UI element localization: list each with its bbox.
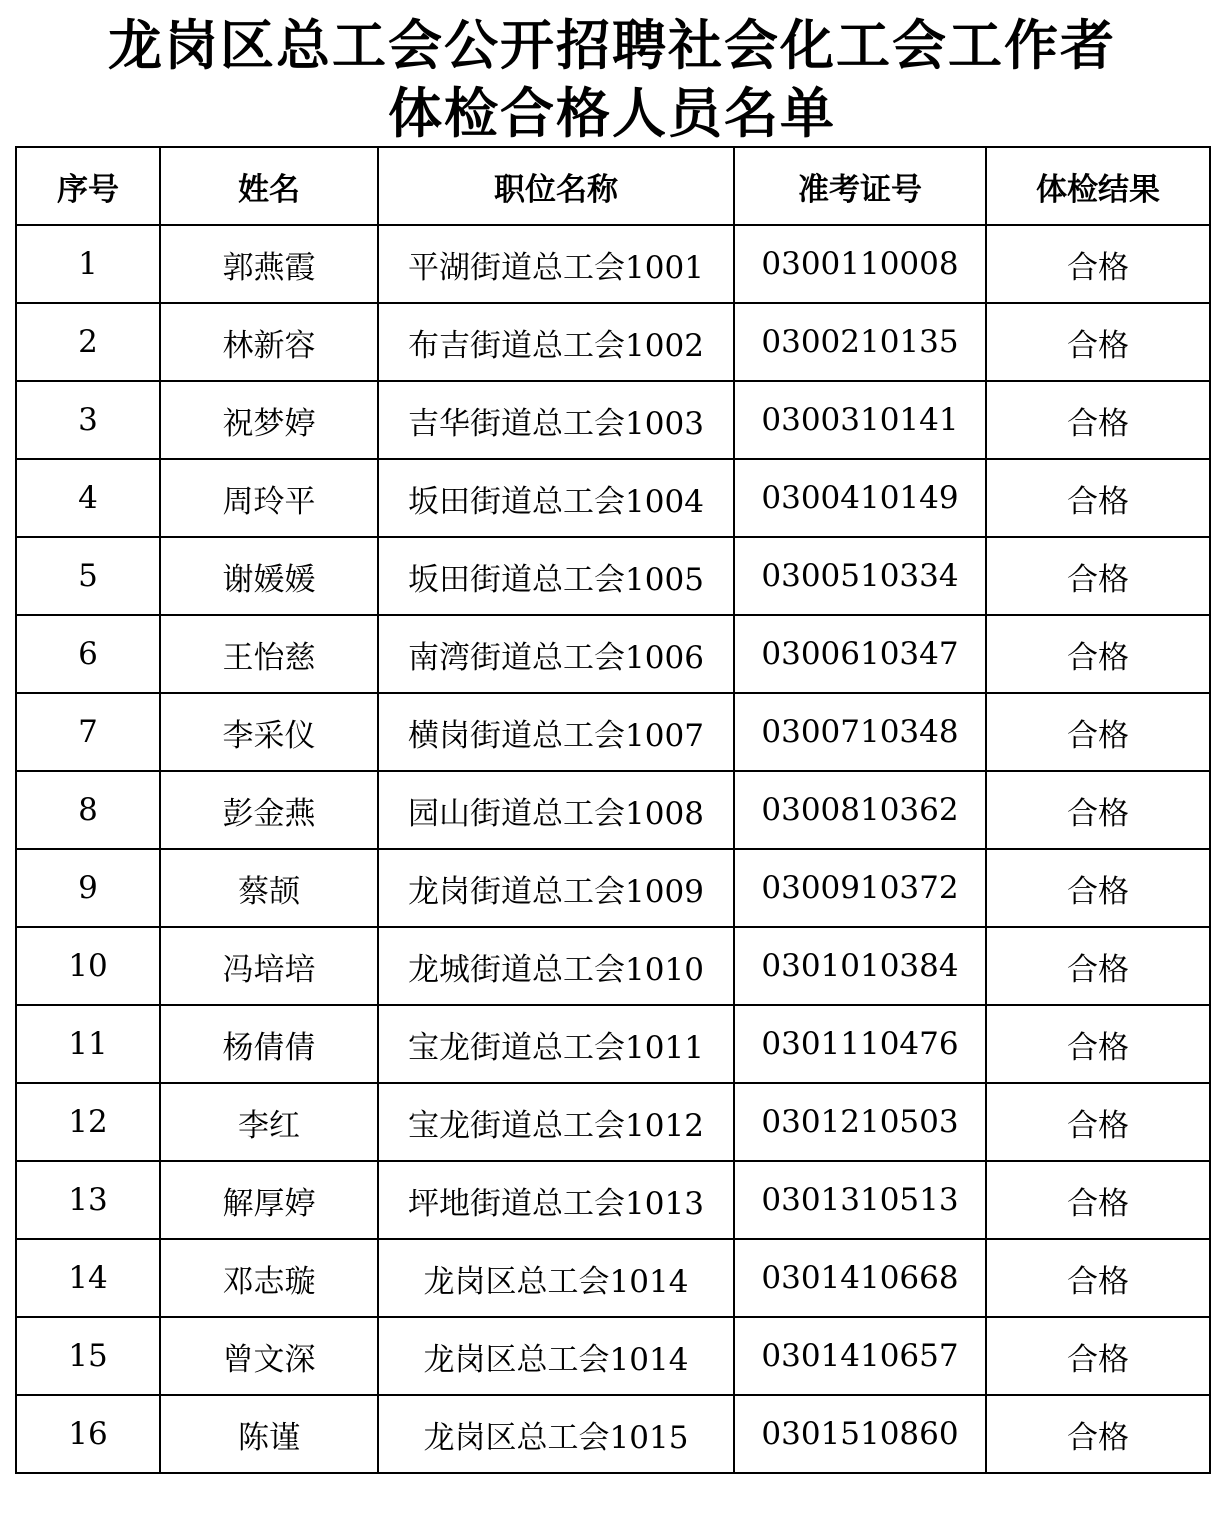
table-row — [16, 537, 1210, 615]
cell-name: 邓志璇 — [160, 1239, 378, 1317]
cell-serial-number: 6 — [16, 615, 160, 693]
cell-serial-number: 16 — [16, 1395, 160, 1473]
cell-exam-id: 0300110008 — [734, 225, 986, 303]
cell-exam-result: 合格 — [986, 303, 1210, 381]
table-row — [16, 693, 1210, 771]
cell-position: 龙岗区总工会1014 — [378, 1239, 734, 1317]
cell-exam-id: 0301210503 — [734, 1083, 986, 1161]
table-row — [16, 1395, 1210, 1473]
cell-position: 吉华街道总工会1003 — [378, 381, 734, 459]
cell-exam-id: 0300510334 — [734, 537, 986, 615]
document-title-line-1: 龙岗区总工会公开招聘社会化工会工作者 — [108, 14, 1116, 77]
cell-serial-number: 3 — [16, 381, 160, 459]
cell-position: 坂田街道总工会1004 — [378, 459, 734, 537]
header-exam-result: 体检结果 — [986, 147, 1210, 225]
table-row — [16, 1317, 1210, 1395]
cell-exam-result: 合格 — [986, 1239, 1210, 1317]
cell-exam-result: 合格 — [986, 849, 1210, 927]
cell-serial-number: 1 — [16, 225, 160, 303]
cell-serial-number: 14 — [16, 1239, 160, 1317]
table-header-row — [16, 147, 1210, 225]
cell-serial-number: 9 — [16, 849, 160, 927]
cell-serial-number: 2 — [16, 303, 160, 381]
cell-serial-number: 12 — [16, 1083, 160, 1161]
cell-name: 王怡慈 — [160, 615, 378, 693]
table-row — [16, 381, 1210, 459]
cell-name: 李红 — [160, 1083, 378, 1161]
cell-exam-result: 合格 — [986, 1395, 1210, 1473]
table-row — [16, 225, 1210, 303]
cell-exam-result: 合格 — [986, 1161, 1210, 1239]
cell-position: 园山街道总工会1008 — [378, 771, 734, 849]
cell-exam-id: 0301110476 — [734, 1005, 986, 1083]
cell-name: 李采仪 — [160, 693, 378, 771]
cell-exam-id: 0300210135 — [734, 303, 986, 381]
cell-exam-result: 合格 — [986, 771, 1210, 849]
cell-serial-number: 13 — [16, 1161, 160, 1239]
cell-exam-id: 0301010384 — [734, 927, 986, 1005]
cell-exam-id: 0300610347 — [734, 615, 986, 693]
cell-serial-number: 15 — [16, 1317, 160, 1395]
cell-exam-id: 0300310141 — [734, 381, 986, 459]
cell-exam-result: 合格 — [986, 1317, 1210, 1395]
table-row — [16, 1083, 1210, 1161]
table-row — [16, 771, 1210, 849]
cell-name: 解厚婷 — [160, 1161, 378, 1239]
cell-name: 曾文深 — [160, 1317, 378, 1395]
cell-position: 龙城街道总工会1010 — [378, 927, 734, 1005]
cell-exam-id: 0300910372 — [734, 849, 986, 927]
header-exam-id: 准考证号 — [734, 147, 986, 225]
cell-position: 宝龙街道总工会1011 — [378, 1005, 734, 1083]
cell-exam-result: 合格 — [986, 927, 1210, 1005]
cell-position: 宝龙街道总工会1012 — [378, 1083, 734, 1161]
document-title-line-2: 体检合格人员名单 — [388, 82, 836, 145]
cell-position: 龙岗街道总工会1009 — [378, 849, 734, 927]
cell-position: 龙岗区总工会1014 — [378, 1317, 734, 1395]
table-row — [16, 849, 1210, 927]
cell-name: 周玲平 — [160, 459, 378, 537]
table-row — [16, 1161, 1210, 1239]
cell-position: 坂田街道总工会1005 — [378, 537, 734, 615]
cell-position: 南湾街道总工会1006 — [378, 615, 734, 693]
cell-serial-number: 5 — [16, 537, 160, 615]
table-row — [16, 1239, 1210, 1317]
cell-exam-result: 合格 — [986, 381, 1210, 459]
cell-serial-number: 4 — [16, 459, 160, 537]
cell-name: 冯培培 — [160, 927, 378, 1005]
cell-exam-result: 合格 — [986, 1005, 1210, 1083]
cell-name: 彭金燕 — [160, 771, 378, 849]
cell-exam-id: 0300810362 — [734, 771, 986, 849]
table-body — [16, 225, 1210, 1473]
cell-exam-result: 合格 — [986, 459, 1210, 537]
cell-exam-id: 0301410668 — [734, 1239, 986, 1317]
cell-exam-id: 0301410657 — [734, 1317, 986, 1395]
cell-serial-number: 10 — [16, 927, 160, 1005]
cell-name: 陈谨 — [160, 1395, 378, 1473]
cell-position: 布吉街道总工会1002 — [378, 303, 734, 381]
cell-position: 坪地街道总工会1013 — [378, 1161, 734, 1239]
cell-name: 郭燕霞 — [160, 225, 378, 303]
table-row — [16, 615, 1210, 693]
cell-name: 祝梦婷 — [160, 381, 378, 459]
cell-exam-result: 合格 — [986, 225, 1210, 303]
table-row — [16, 1005, 1210, 1083]
cell-name: 谢媛媛 — [160, 537, 378, 615]
cell-name: 蔡颉 — [160, 849, 378, 927]
cell-serial-number: 11 — [16, 1005, 160, 1083]
cell-name: 杨倩倩 — [160, 1005, 378, 1083]
cell-serial-number: 7 — [16, 693, 160, 771]
cell-position: 龙岗区总工会1015 — [378, 1395, 734, 1473]
cell-exam-id: 0301510860 — [734, 1395, 986, 1473]
cell-exam-result: 合格 — [986, 537, 1210, 615]
header-name: 姓名 — [160, 147, 378, 225]
cell-exam-id: 0301310513 — [734, 1161, 986, 1239]
cell-position: 横岗街道总工会1007 — [378, 693, 734, 771]
cell-exam-result: 合格 — [986, 693, 1210, 771]
header-serial-number: 序号 — [16, 147, 160, 225]
cell-exam-id: 0300710348 — [734, 693, 986, 771]
table-row — [16, 927, 1210, 1005]
qualified-candidates-table — [15, 146, 1211, 1474]
cell-exam-result: 合格 — [986, 1083, 1210, 1161]
table-row — [16, 303, 1210, 381]
cell-name: 林新容 — [160, 303, 378, 381]
table-row — [16, 459, 1210, 537]
cell-exam-result: 合格 — [986, 615, 1210, 693]
cell-serial-number: 8 — [16, 771, 160, 849]
cell-exam-id: 0300410149 — [734, 459, 986, 537]
header-position: 职位名称 — [378, 147, 734, 225]
cell-position: 平湖街道总工会1001 — [378, 225, 734, 303]
